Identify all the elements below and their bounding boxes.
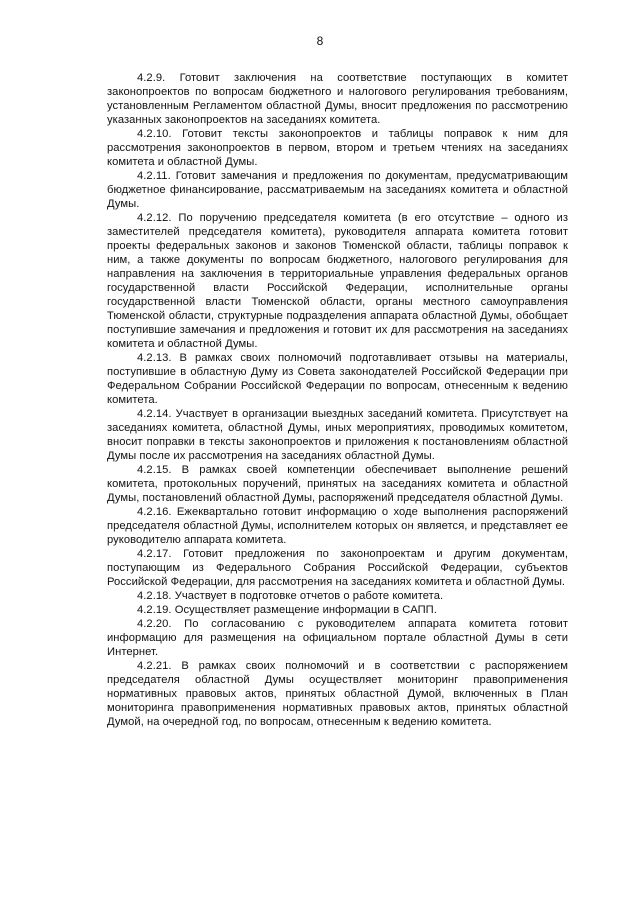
paragraph-4-2-15: 4.2.15. В рамках своей компетенции обеспечивает выполнение решений комитета, протокольных поручений, принятых на заседаниях комитета и областной Думы, постановлений областной Думы, распоряжений председателя областной Думы. xyxy=(107,464,568,504)
paragraph-4-2-12: 4.2.12. По поручению председателя комитета (в его отсутствие – одного из заместителей председателя комитета), руководителя аппарата комитета готовит проекты федеральных законов и законов Тюменской области, таблицы поправок к ним, а также документы по вопросам бюджетного, налогового регулирования для направления на заключения в территориальные управления федеральных органов государственной власти Российской Федерации, исполнительные органы государственной власти Тюменской области, органы местного самоуправления Тюменской области, структурные подразделения аппарата областной Думы, обобщает поступившие замечания и предложения и готовит их для рассмотрения на заседаниях комитета и областной Думы. xyxy=(107,212,568,350)
page-number: 8 xyxy=(316,34,324,48)
paragraph-4-2-11: 4.2.11. Готовит замечания и предложения по документам, предусматривающим бюджетное финансирование, рассматриваемым на заседаниях комитета и областной Думы. xyxy=(107,170,568,210)
paragraph-4-2-14: 4.2.14. Участвует в организации выездных заседаний комитета. Присутствует на заседаниях комитета, областной Думы, иных мероприятиях, проводимых комитетом, вносит поправки в тексты законопроектов и приложения к постановлениям областной Думы после их рассмотрения на заседаниях областной Думы. xyxy=(107,408,568,462)
paragraph-4-2-13: 4.2.13. В рамках своих полномочий подготавливает отзывы на материалы, поступившие в областную Думу из Совета законодателей Российской Федерации при Федеральном Собрании Российской Федерации по вопросам, отнесенным к ведению комитета. xyxy=(107,352,568,406)
paragraph-4-2-16: 4.2.16. Ежеквартально готовит информацию о ходе выполнения распоряжений председателя областной Думы, исполнителем которых он является, и представляет ее руководителю аппарата комитета. xyxy=(107,506,568,546)
document-body xyxy=(107,71,568,729)
paragraph-4-2-18: 4.2.18. Участвует в подготовке отчетов о работе комитета. xyxy=(137,590,444,602)
paragraph-4-2-21: 4.2.21. В рамках своих полномочий и в соответствии с распоряжением председателя областной Думы осуществляет мониторинг правоприменения нормативных правовых актов, принятых областной Думой, включенных в План мониторинга правоприменения нормативных правовых актов, принятых областной Думой, на очередной год, по вопросам, отнесенным к ведению комитета. xyxy=(107,660,568,728)
paragraph-4-2-17: 4.2.17. Готовит предложения по законопроектам и другим документам, поступающим из Федерального Собрания Российской Федерации, субъектов Российской Федерации, для рассмотрения на заседаниях комитета и областной Думы. xyxy=(107,548,568,588)
paragraph-4-2-20: 4.2.20. По согласованию с руководителем аппарата комитета готовит информацию для размещения на официальном портале областной Думы в сети Интернет. xyxy=(107,618,568,658)
paragraph-4-2-10: 4.2.10. Готовит тексты законопроектов и таблицы поправок к ним для рассмотрения законопроектов в первом, втором и третьем чтениях на заседаниях комитета и областной Думы. xyxy=(107,128,568,168)
paragraph-4-2-19: 4.2.19. Осуществляет размещение информации в САПП. xyxy=(137,604,437,616)
paragraph-4-2-9: 4.2.9. Готовит заключения на соответствие поступающих в комитет законопроектов по вопросам бюджетного и налогового регулирования требованиям, установленным Регламентом областной Думы, вносит предложения по рассмотрению указанных законопроектов на заседаниях комитета. xyxy=(107,72,568,126)
